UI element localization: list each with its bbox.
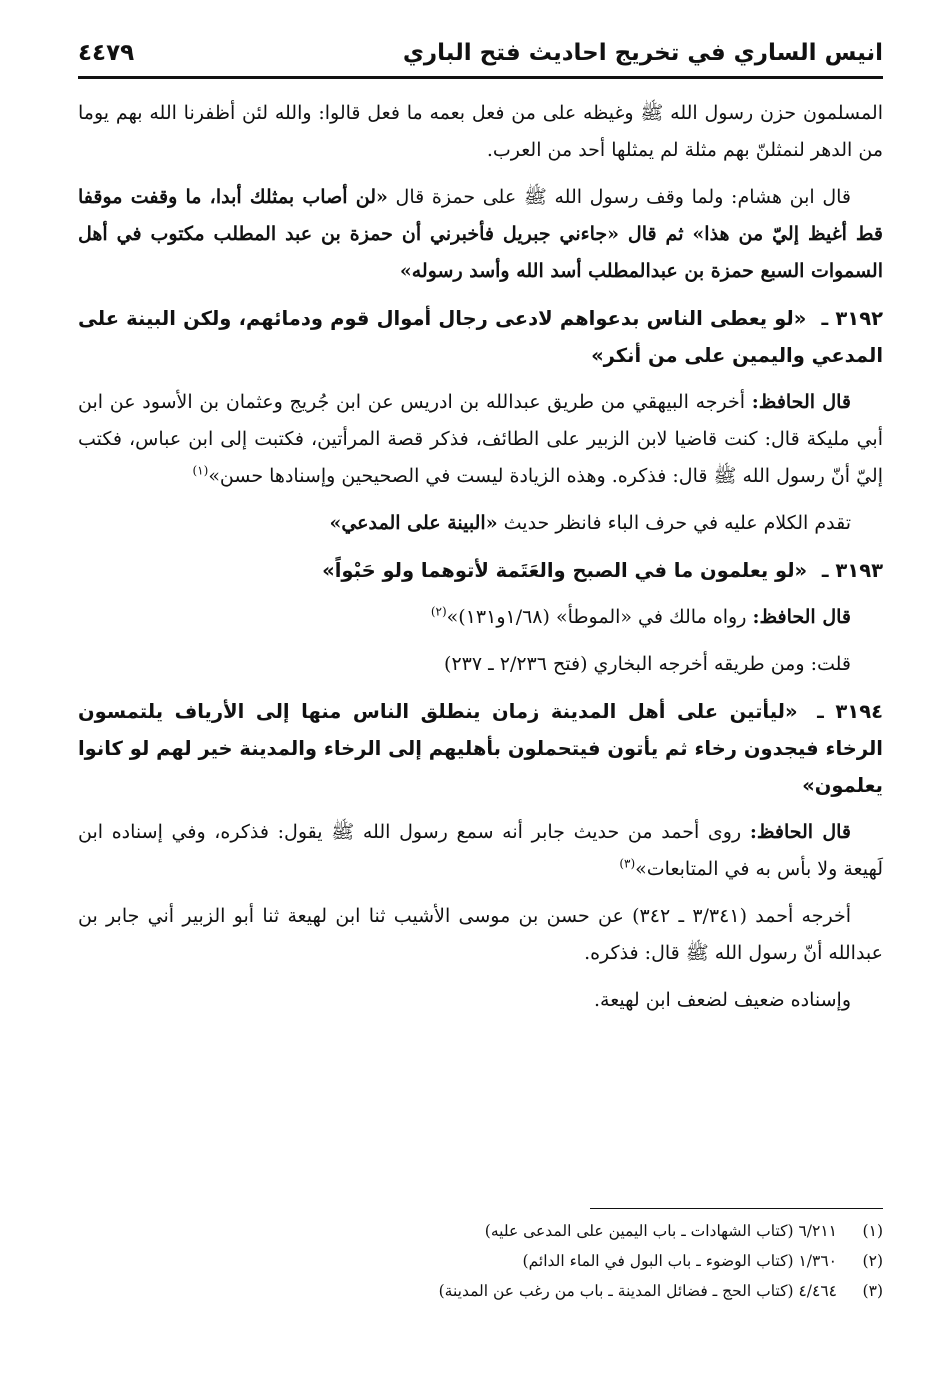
hadith-number: ٣١٩٢ ـ	[821, 307, 883, 330]
footnote-text: ٤/٤٦٤ (كتاب الحج ـ فضائل المدينة ـ باب من رغب عن المدينة)	[438, 1282, 837, 1300]
footnote-3	[78, 1276, 883, 1306]
footnote-separator	[590, 1208, 883, 1209]
grading-3194	[78, 982, 883, 1019]
commentary-label: قال الحافظ:	[751, 391, 851, 413]
footnote-1	[78, 1216, 883, 1246]
hadith-number: ٣١٩٣ ـ	[821, 559, 883, 582]
commentary-3194	[78, 814, 883, 888]
paragraph-text: قال ابن هشام: ولما وقف رسول الله ﷺ على حمزة قال	[387, 186, 852, 208]
hadith-text: «ليأتين على أهل المدينة زمان ينطلق الناس منها إلى الأرياف يلتمسون الرخاء فيجدون رخاء ثم يأتون فيتحملون بأهليهم إلى الرخاء والمدينة خير لهم لو كانوا يعلمون»	[78, 700, 883, 797]
paragraph-text: وإسناده ضعيف لضعف ابن لهيعة.	[594, 989, 851, 1011]
hadith-3193	[78, 552, 883, 589]
footnote-text: ١/٣٦٠ (كتاب الوضوء ـ باب البول في الماء الدائم)	[522, 1252, 837, 1270]
running-title: انيس الساري في تخريج احاديث فتح الباري	[402, 40, 883, 66]
paragraph-continuation	[78, 95, 883, 169]
commentary-text: رواه مالك في «الموطأ» (١/٦٨و١٣١)»	[446, 606, 747, 628]
commentary-text: روى أحمد من حديث جابر أنه سمع رسول الله ﷺ يقول: فذكره، وفي إسناده ابن لَهيعة ولا بأس به في المتابعات»	[78, 821, 883, 880]
note-text: تقدم الكلام عليه في حرف الباء فانظر حديث	[497, 512, 851, 534]
quoted-hadith-text: «لن أصاب بمثلك أبدا، ما وقفت موقفا قط أغيظ إليّ من هذا» ثم قال «جاءني جبريل فأخبرني أن حمزة بن عبد المطلب مكتوب في أهل السموات السبع حمزة بن عبدالمطلب أسد الله وأسد رسوله»	[78, 186, 883, 282]
footnote-2	[78, 1246, 883, 1276]
page-body	[78, 95, 883, 1029]
hadith-3194	[78, 693, 883, 804]
commentary-label: قال الحافظ:	[752, 606, 851, 628]
footnotes	[78, 1216, 883, 1306]
header-rule	[78, 76, 883, 79]
footnote-number: (٣)	[862, 1282, 883, 1300]
footnote-ref: (٢)	[430, 604, 447, 619]
hadith-text: «لو يعلمون ما في الصبح والعَتَمة لأتوهما ولو حَبْواً»	[322, 559, 808, 582]
page-header	[78, 34, 883, 74]
commentary-3192	[78, 384, 883, 495]
note-text: قلت: ومن طريقه أخرجه البخاري (فتح ٢/٢٣٦ ـ ٢٣٧)	[444, 653, 851, 675]
paragraph-text: أخرجه أحمد (٣/٣٤١ ـ ٣٤٢) عن حسن بن موسى الأشيب ثنا ابن لهيعة ثنا أبو الزبير أني جابر بن عبدالله أنّ رسول الله ﷺ قال: فذكره.	[78, 905, 883, 964]
footnote-number: (١)	[862, 1222, 883, 1240]
author-note-3193	[78, 646, 883, 683]
footnote-text: ٦/٢١١ (كتاب الشهادات ـ باب اليمين على المدعى عليه)	[484, 1222, 837, 1240]
commentary-3193	[78, 599, 883, 636]
footnote-number: (٢)	[862, 1252, 883, 1270]
referenced-hadith: «البينة على المدعي»	[329, 512, 498, 534]
hadith-number: ٣١٩٤ ـ	[817, 700, 883, 723]
commentary-label: قال الحافظ:	[749, 821, 852, 843]
hadith-text: «لو يعطى الناس بدعواهم لادعى رجال أموال قوم ودمائهم، ولكن البينة على المدعي واليمين على من أنكر»	[78, 307, 883, 367]
paragraph-text: المسلمون حزن رسول الله ﷺ وغيظه على من فعل بعمه ما فعل قالوا: والله لئن أظفرنا الله بهم يوما من الدهر لنمثلنّ بهم مثلة لم يمثلها أحد من العرب.	[78, 102, 883, 161]
footnote-ref: (١)	[192, 463, 209, 478]
paragraph-ibn-hisham	[78, 179, 883, 290]
cross-reference-note	[78, 505, 883, 542]
page-number: ٤٤٧٩	[78, 40, 135, 66]
hadith-3192	[78, 300, 883, 374]
takhrij-3194	[78, 898, 883, 972]
commentary-text: أخرجه البيهقي من طريق عبدالله بن ادريس عن ابن جُريج وعثمان بن الأسود عن ابن أبي مليكة قال: كنت قاضيا لابن الزبير على الطائف، فذكر قصة المرأتين، فكتبت إلى ابن عباس، فكتب إليّ أنّ رسول الله ﷺ قال: فذكره. وهذه الزيادة ليست في الصحيحين وإسنادها حسن»	[78, 391, 883, 487]
footnote-ref: (٣)	[619, 856, 636, 871]
